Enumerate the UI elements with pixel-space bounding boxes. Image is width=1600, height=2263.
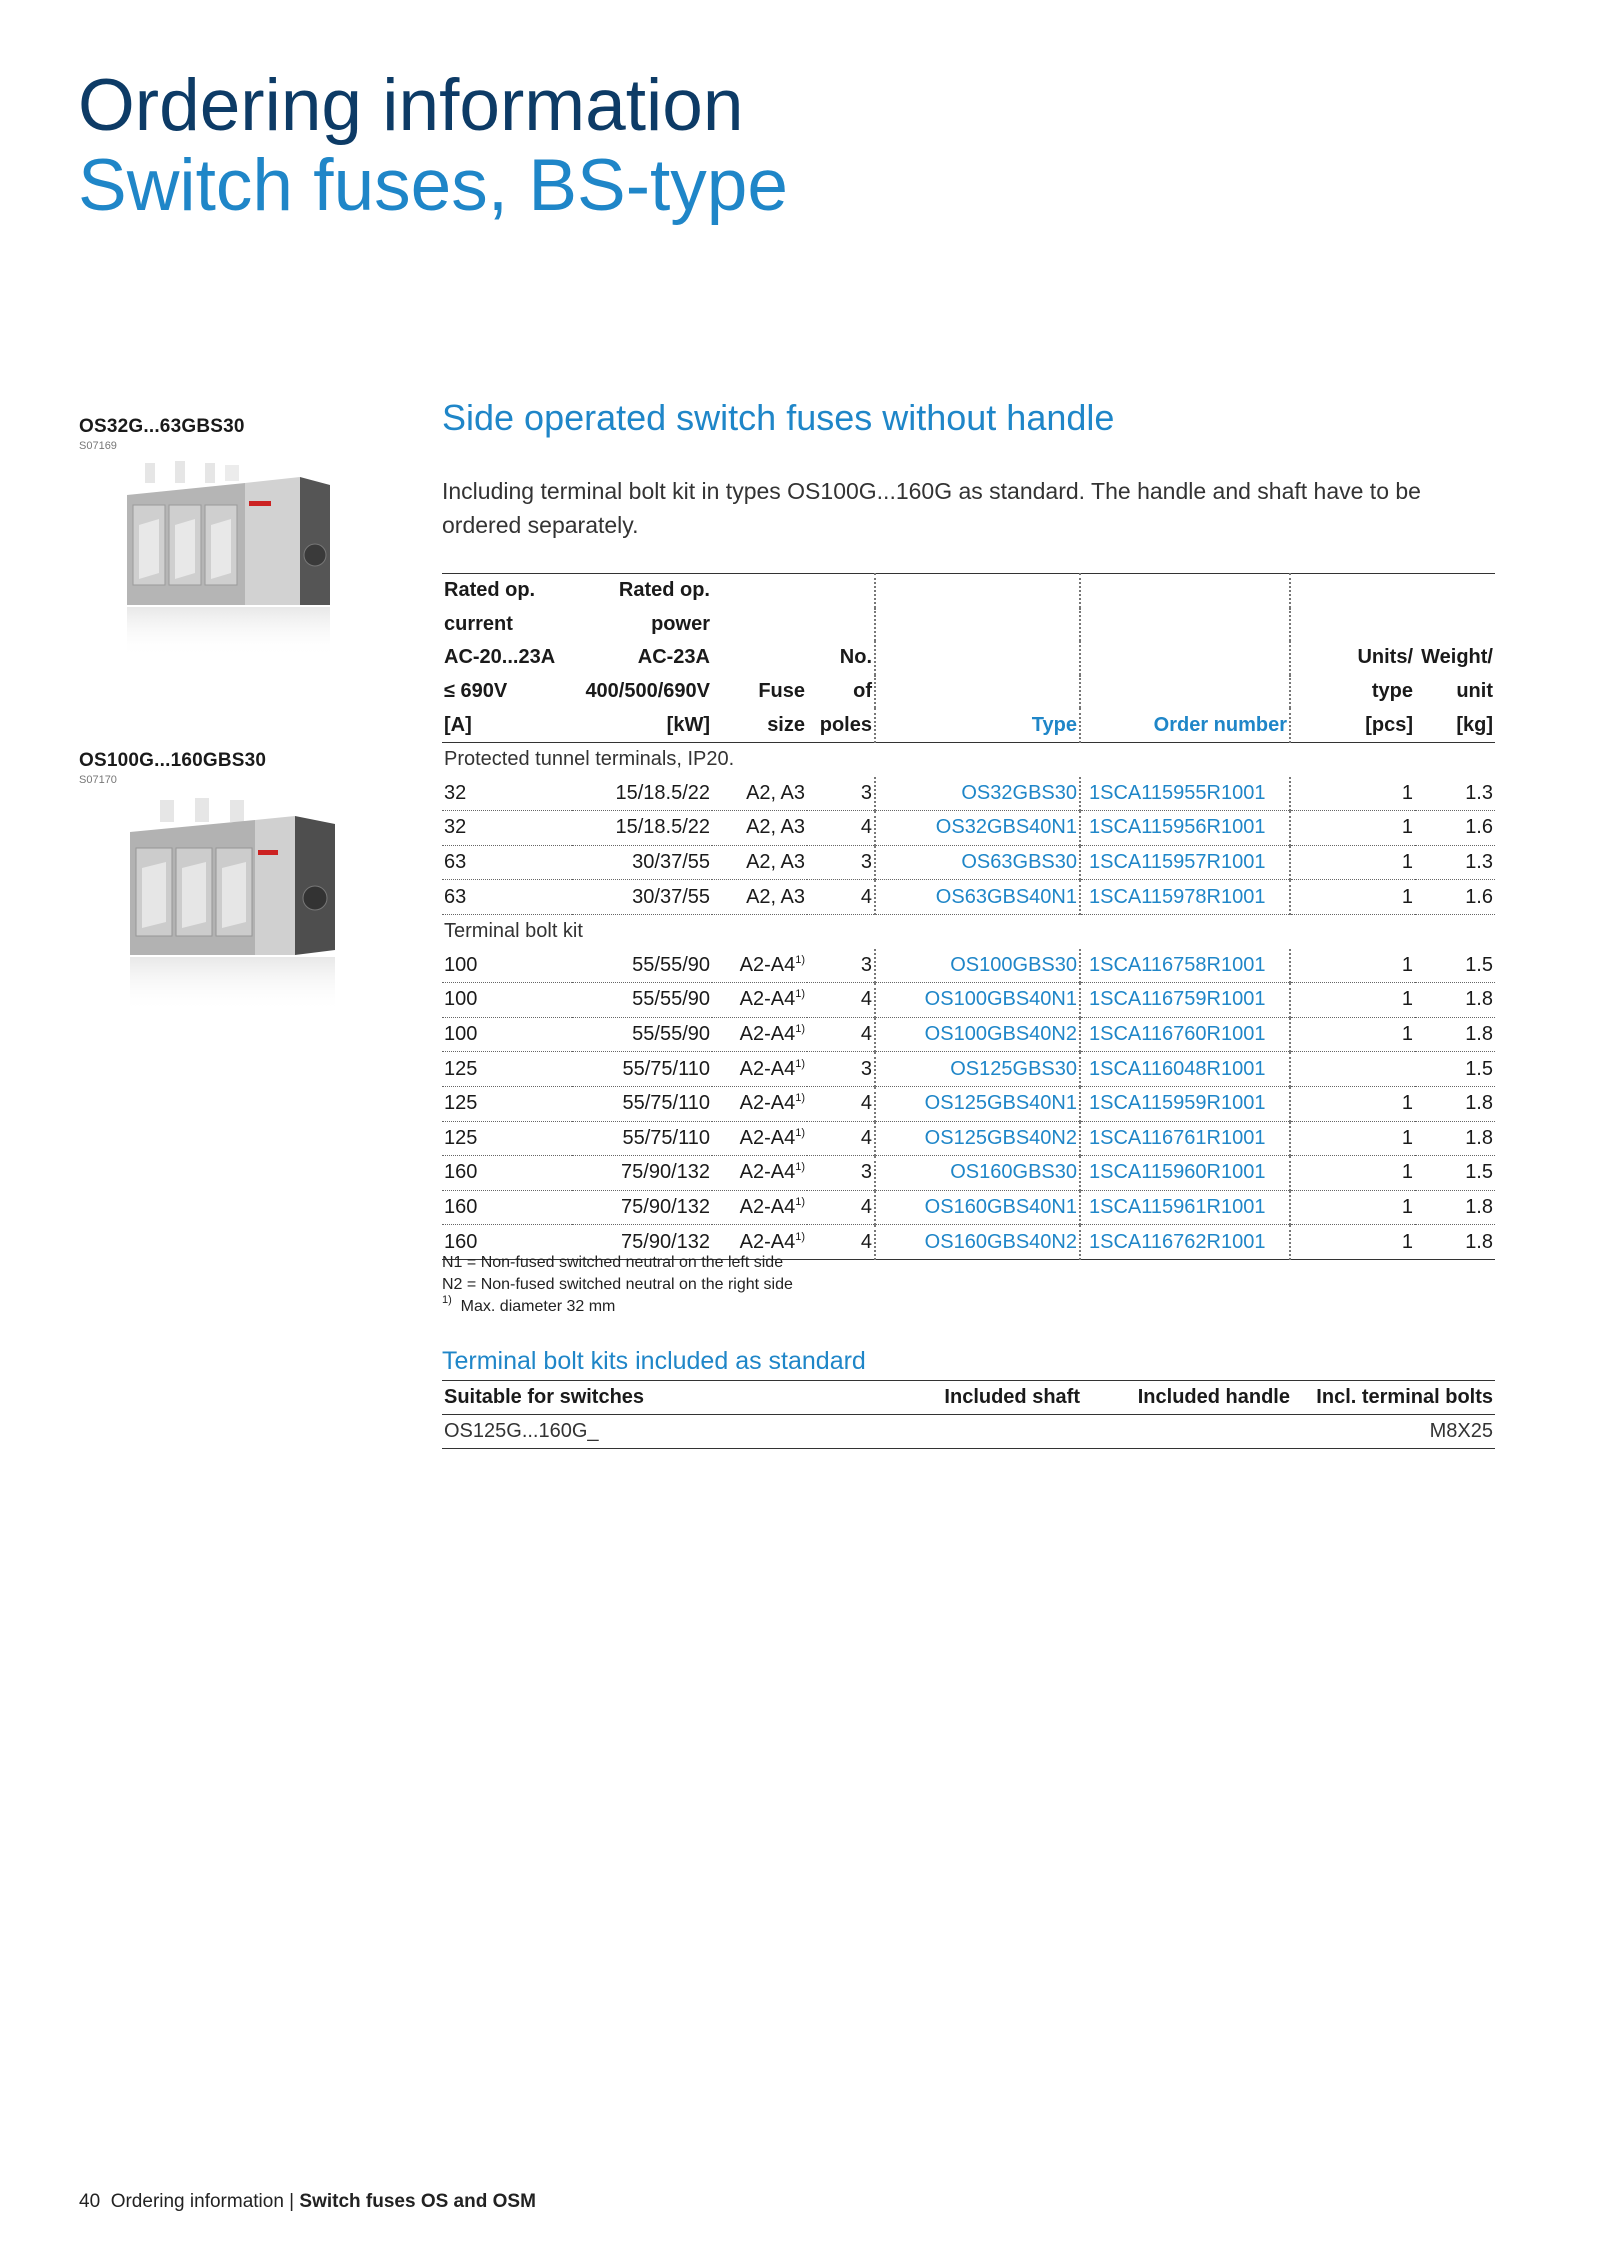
group-label: Terminal bolt kit <box>444 920 583 943</box>
cell-fuse <box>712 1086 807 1121</box>
header-current: current <box>444 612 513 635</box>
cell-current: 160 <box>442 1225 572 1260</box>
table-notes <box>442 1252 793 1318</box>
table-header-row <box>442 708 1495 742</box>
intro-text: Including terminal bolt kit in types OS100G...160G as standard. The handle and shaft have to be ordered separately. <box>442 478 1421 538</box>
cell-poles: 4 <box>807 1086 875 1121</box>
table-row <box>442 845 1495 880</box>
cell-current: 125 <box>442 1052 572 1087</box>
ordering-table <box>442 573 1495 1260</box>
cell-units: 1 <box>1290 1086 1415 1121</box>
cell-power: 55/75/110 <box>572 1086 712 1121</box>
table-row <box>442 1156 1495 1191</box>
header-poles: of <box>853 680 872 703</box>
header-current: AC-20...23A <box>444 646 556 669</box>
footnote-ref: 1) <box>795 1161 805 1174</box>
kits-cell: OS125G...160G_ <box>442 1415 872 1449</box>
cell-type: OS160GBS40N1 <box>875 1190 1080 1225</box>
cell-order-number: 1SCA115957R1001 <box>1080 845 1290 880</box>
header-current: [A] <box>442 708 572 742</box>
header-current: Rated op. <box>442 574 572 608</box>
cell-power: 55/55/90 <box>572 1017 712 1052</box>
kits-header-bolts: Incl. terminal bolts <box>1292 1381 1495 1415</box>
header-units: type <box>1290 675 1415 709</box>
note-n2: N2 = Non-fused switched neutral on the right side <box>442 1276 793 1293</box>
cell-power: 55/55/90 <box>572 949 712 983</box>
cell-units: 1 <box>1290 983 1415 1018</box>
kits-cell <box>1082 1415 1292 1449</box>
cell-power: 15/18.5/22 <box>572 777 712 811</box>
cell-units: 1 <box>1290 880 1415 915</box>
footnote-ref: 1) <box>795 1195 805 1208</box>
kits-table <box>442 1380 1495 1449</box>
kits-header-handle: Included handle <box>1082 1381 1292 1415</box>
cell-poles: 4 <box>807 1225 875 1260</box>
cell-weight: 1.8 <box>1415 983 1495 1018</box>
cell-units: 1 <box>1290 1225 1415 1260</box>
table-header-row <box>442 641 1495 675</box>
cell-weight: 1.6 <box>1415 811 1495 846</box>
cell-power: 15/18.5/22 <box>572 811 712 846</box>
table-row <box>442 983 1495 1018</box>
cell-poles: 3 <box>807 777 875 811</box>
cell-poles: 4 <box>807 1121 875 1156</box>
kits-header-row <box>442 1381 1495 1415</box>
cell-fuse <box>712 777 807 811</box>
cell-weight: 1.6 <box>1415 880 1495 915</box>
fuse-size: A2-A4 <box>739 1126 796 1149</box>
cell-type: OS160GBS30 <box>875 1156 1080 1191</box>
cell-power: 30/37/55 <box>572 880 712 915</box>
cell-order-number: 1SCA115978R1001 <box>1080 880 1290 915</box>
footnote-ref: 1) <box>795 988 805 1001</box>
cell-current: 63 <box>442 880 572 915</box>
cell-fuse <box>712 845 807 880</box>
page-footer: 40 Ordering information | Switch fuses OS and OSM <box>79 2191 536 2212</box>
table-header-row <box>442 675 1495 709</box>
cell-current: 100 <box>442 1017 572 1052</box>
fuse-size: A2, A3 <box>746 885 805 908</box>
header-current: ≤ 690V <box>444 680 508 703</box>
footer-document: Switch fuses OS and OSM <box>299 2191 536 2212</box>
page-title-line2: Switch fuses, BS-type <box>78 145 789 226</box>
header-fuse: size <box>712 708 807 742</box>
cell-poles: 4 <box>807 983 875 1018</box>
cell-order-number: 1SCA116759R1001 <box>1080 983 1290 1018</box>
fuse-size: A2, A3 <box>746 816 805 839</box>
cell-power: 55/55/90 <box>572 983 712 1018</box>
cell-fuse <box>712 1017 807 1052</box>
table-row <box>442 880 1495 915</box>
cell-poles: 3 <box>807 845 875 880</box>
footnote <box>442 1296 793 1318</box>
table-row <box>442 949 1495 983</box>
note-n1: N1 = Non-fused switched neutral on the left side <box>442 1254 784 1271</box>
cell-weight: 1.3 <box>1415 845 1495 880</box>
cell-poles: 4 <box>807 1190 875 1225</box>
cell-units: 1 <box>1290 1017 1415 1052</box>
footnote-ref: 1) <box>795 953 805 966</box>
cell-weight: 1.8 <box>1415 1190 1495 1225</box>
cell-order-number: 1SCA115960R1001 <box>1080 1156 1290 1191</box>
cell-current: 63 <box>442 845 572 880</box>
cell-power: 75/90/132 <box>572 1225 712 1260</box>
header-weight: unit <box>1456 680 1493 703</box>
cell-poles: 4 <box>807 811 875 846</box>
cell-fuse <box>712 1052 807 1087</box>
cell-fuse <box>712 1121 807 1156</box>
cell-weight: 1.8 <box>1415 1086 1495 1121</box>
fuse-size: A2-A4 <box>739 953 796 976</box>
kits-row <box>442 1415 1495 1449</box>
header-units: [pcs] <box>1290 708 1415 742</box>
cell-type: OS100GBS30 <box>875 949 1080 983</box>
product-code: S07170 <box>79 774 117 786</box>
cell-fuse <box>712 1190 807 1225</box>
footnote-ref: 1) <box>795 1023 805 1036</box>
fuse-size: A2-A4 <box>739 1161 796 1184</box>
cell-poles: 3 <box>807 1156 875 1191</box>
table-header-row <box>442 608 1495 642</box>
cell-fuse <box>712 1156 807 1191</box>
fuse-size: A2-A4 <box>739 988 796 1011</box>
table-row <box>442 811 1495 846</box>
table-header-row <box>442 574 1495 608</box>
section-title: Side operated switch fuses without handle <box>442 397 1115 438</box>
header-order-number: Order number <box>1080 708 1290 742</box>
header-poles: poles <box>807 708 875 742</box>
cell-weight: 1.5 <box>1415 949 1495 983</box>
cell-units: 1 <box>1290 949 1415 983</box>
cell-order-number: 1SCA116762R1001 <box>1080 1225 1290 1260</box>
cell-current: 160 <box>442 1190 572 1225</box>
cell-order-number: 1SCA116048R1001 <box>1080 1052 1290 1087</box>
header-weight: [kg] <box>1415 708 1495 742</box>
cell-weight: 1.8 <box>1415 1225 1495 1260</box>
cell-poles: 4 <box>807 880 875 915</box>
footnote-mark: 1) <box>442 1294 452 1306</box>
switch-fuse-large-image <box>120 790 380 1030</box>
cell-weight: 1.8 <box>1415 1121 1495 1156</box>
table-row <box>442 777 1495 811</box>
fuse-size: A2-A4 <box>739 1195 796 1218</box>
cell-type: OS100GBS40N2 <box>875 1017 1080 1052</box>
cell-order-number: 1SCA116761R1001 <box>1080 1121 1290 1156</box>
page-title-line1: Ordering information <box>78 65 744 146</box>
cell-order-number: 1SCA116760R1001 <box>1080 1017 1290 1052</box>
header-type: Type <box>875 708 1080 742</box>
cell-current: 100 <box>442 949 572 983</box>
cell-power: 75/90/132 <box>572 1190 712 1225</box>
table-row <box>442 1121 1495 1156</box>
table-row <box>442 1086 1495 1121</box>
header-power: 400/500/690V <box>585 680 710 703</box>
cell-fuse <box>712 949 807 983</box>
cell-order-number: 1SCA115956R1001 <box>1080 811 1290 846</box>
switch-fuse-small-image <box>125 455 365 675</box>
fuse-size: A2-A4 <box>739 1230 796 1253</box>
cell-units: 1 <box>1290 777 1415 811</box>
cell-units <box>1290 1052 1415 1087</box>
product-name: OS32G...63GBS30 <box>79 416 245 437</box>
footnote-ref: 1) <box>795 1092 805 1105</box>
cell-units: 1 <box>1290 811 1415 846</box>
cell-order-number: 1SCA115959R1001 <box>1080 1086 1290 1121</box>
cell-weight: 1.8 <box>1415 1017 1495 1052</box>
cell-type: OS125GBS40N2 <box>875 1121 1080 1156</box>
header-power: AC-23A <box>637 646 710 669</box>
cell-type: OS125GBS30 <box>875 1052 1080 1087</box>
header-poles: No. <box>839 646 872 669</box>
group-label: Protected tunnel terminals, IP20. <box>444 748 735 771</box>
cell-poles: 3 <box>807 949 875 983</box>
cell-order-number: 1SCA115955R1001 <box>1080 777 1290 811</box>
header-power: [kW] <box>572 708 712 742</box>
cell-units: 1 <box>1290 845 1415 880</box>
table-row <box>442 1190 1495 1225</box>
table-row <box>442 1052 1495 1087</box>
cell-power: 30/37/55 <box>572 845 712 880</box>
cell-units: 1 <box>1290 1156 1415 1191</box>
cell-type: OS160GBS40N2 <box>875 1225 1080 1260</box>
cell-weight: 1.3 <box>1415 777 1495 811</box>
cell-fuse <box>712 880 807 915</box>
cell-fuse <box>712 811 807 846</box>
header-power: Rated op. <box>572 574 712 608</box>
cell-current: 32 <box>442 811 572 846</box>
cell-current: 125 <box>442 1086 572 1121</box>
cell-current: 125 <box>442 1121 572 1156</box>
cell-current: 32 <box>442 777 572 811</box>
product-label-2 <box>79 750 266 786</box>
cell-current: 100 <box>442 983 572 1018</box>
cell-poles: 3 <box>807 1052 875 1087</box>
kits-cell <box>872 1415 1082 1449</box>
product-name: OS100G...160GBS30 <box>79 750 267 771</box>
footnote-ref: 1) <box>795 1057 805 1070</box>
cell-fuse <box>712 983 807 1018</box>
cell-weight: 1.5 <box>1415 1052 1495 1087</box>
cell-power: 55/75/110 <box>572 1121 712 1156</box>
fuse-size: A2-A4 <box>739 1057 796 1080</box>
fuse-size: A2-A4 <box>739 1092 796 1115</box>
footnote-ref: 1) <box>795 1230 805 1243</box>
page-number: 40 <box>79 2191 101 2212</box>
header-fuse: Fuse <box>758 680 805 703</box>
cell-weight: 1.5 <box>1415 1156 1495 1191</box>
fuse-size: A2, A3 <box>746 781 805 804</box>
kits-cell: M8X25 <box>1292 1415 1495 1449</box>
header-units: Units/ <box>1290 641 1415 675</box>
kits-title: Terminal bolt kits included as standard <box>442 1347 866 1375</box>
fuse-size: A2-A4 <box>739 1023 796 1046</box>
header-weight: Weight/ <box>1421 646 1493 669</box>
product-code: S07169 <box>79 440 117 452</box>
footnote-text: Max. diameter 32 mm <box>460 1298 616 1315</box>
cell-order-number: 1SCA116758R1001 <box>1080 949 1290 983</box>
cell-units: 1 <box>1290 1190 1415 1225</box>
cell-power: 55/75/110 <box>572 1052 712 1087</box>
page-title <box>78 66 788 226</box>
table-row <box>442 1017 1495 1052</box>
cell-type: OS63GBS30 <box>875 845 1080 880</box>
footer-section: Ordering information <box>110 2191 284 2212</box>
cell-poles: 4 <box>807 1017 875 1052</box>
group-row <box>442 742 1495 776</box>
cell-type: OS100GBS40N1 <box>875 983 1080 1018</box>
header-power: power <box>651 612 710 635</box>
fuse-size: A2, A3 <box>746 851 805 874</box>
cell-units: 1 <box>1290 1121 1415 1156</box>
product-label-1 <box>79 416 245 452</box>
cell-type: OS125GBS40N1 <box>875 1086 1080 1121</box>
cell-type: OS63GBS40N1 <box>875 880 1080 915</box>
group-row <box>442 914 1495 948</box>
cell-current: 160 <box>442 1156 572 1191</box>
cell-order-number: 1SCA115961R1001 <box>1080 1190 1290 1225</box>
kits-header-switches: Suitable for switches <box>442 1381 872 1415</box>
cell-type: OS32GBS30 <box>875 777 1080 811</box>
footnote-ref: 1) <box>795 1126 805 1139</box>
cell-type: OS32GBS40N1 <box>875 811 1080 846</box>
kits-header-shaft: Included shaft <box>872 1381 1082 1415</box>
cell-power: 75/90/132 <box>572 1156 712 1191</box>
